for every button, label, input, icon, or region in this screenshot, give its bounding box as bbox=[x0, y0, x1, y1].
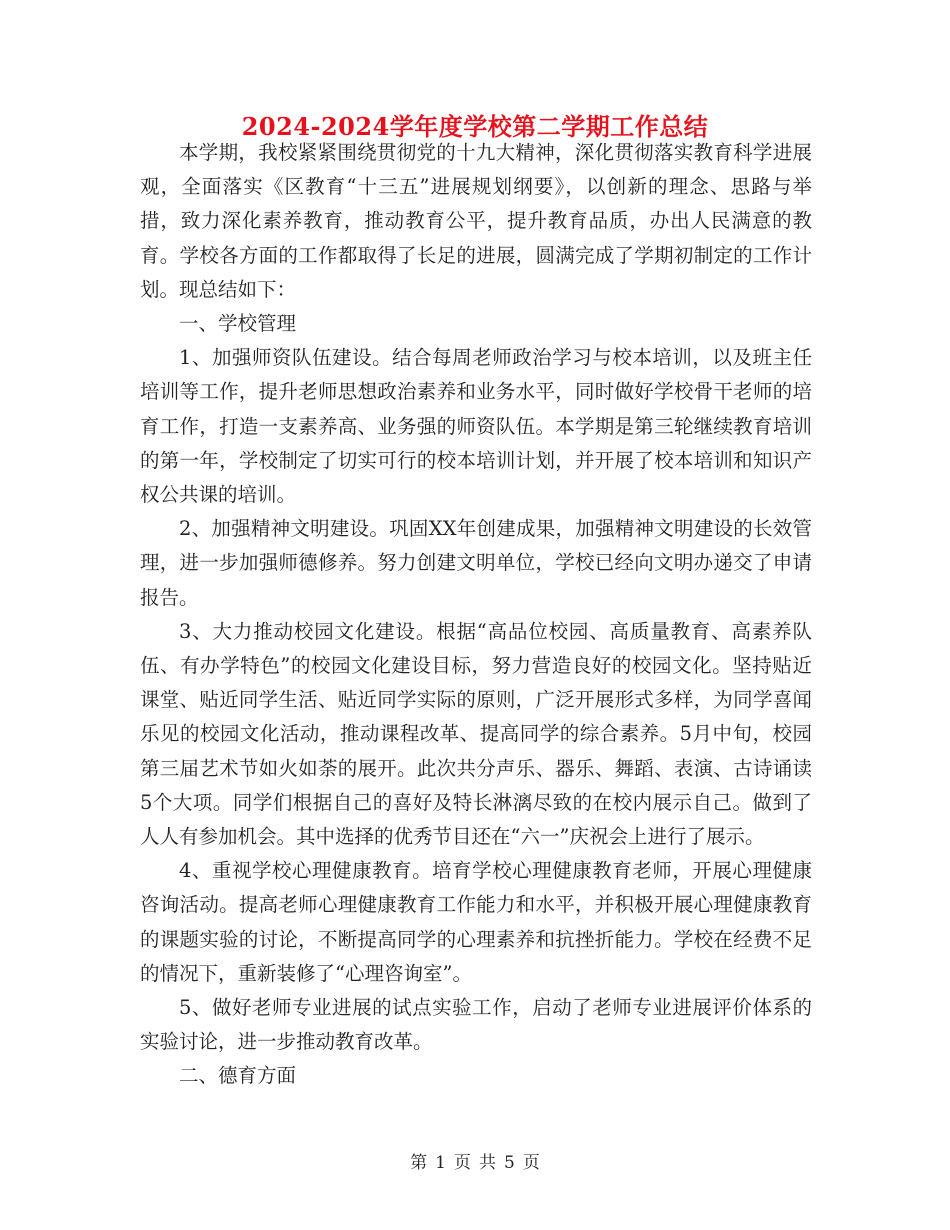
paragraph-intro: 本学期，我校紧紧围绕贯彻党的十九大精神，深化贯彻落实教育科学进展观，全面落实《区教育“十三五”进展规划纲要》，以创新的理念、思路与举措，致力深化素养教育，推动教育公平，提升教育品质，办出人民满意的教育。学校各方面的工作都取得了长足的进展，圆满完成了学期初制定的工作计划。现总结如下： bbox=[140, 141, 812, 301]
footer-total-pages: 5 bbox=[504, 1153, 515, 1173]
paragraph-teacher-development: 5、做好老师专业进展的试点实验工作，启动了老师专业进展评价体系的实验讨论，进一步推动教育改革。 bbox=[140, 996, 812, 1054]
paragraph-spiritual-civilization: 2、加强精神文明建设。巩固XX年创建成果，加强精神文明建设的长效管理，进一步加强师德修养。努力创建文明单位，学校已经向文明办递交了申请报告。 bbox=[140, 517, 812, 609]
footer-total-word: 页 bbox=[522, 1153, 540, 1173]
footer-prefix: 第 bbox=[410, 1153, 428, 1173]
page-footer bbox=[0, 1151, 950, 1175]
paragraph-campus-culture: 3、大力推动校园文化建设。根据“高品位校园、高质量教育、高素养队伍、有办学特色”的校园文化建设目标，努力营造良好的校园文化。坚持贴近课堂、贴近同学生活、贴近同学实际的原则，广泛开展形式多样，为同学喜闻乐见的校园文化活动，推动课程改革、提高同学的综合素养。5月中旬，校园第三届艺术节如火如荼的展开。此次共分声乐、器乐、舞蹈、表演、古诗诵读5个大项。同学们根据自己的喜好及特长淋漓尽致的在校内展示自己。做到了人人有参加机会。其中选择的优秀节目还在“六一”庆祝会上进行了展示。 bbox=[140, 619, 812, 849]
heading-school-management: 一、学校管理 bbox=[179, 312, 297, 336]
heading-moral-education: 二、德育方面 bbox=[179, 1064, 297, 1088]
footer-page-word: 页 bbox=[454, 1153, 471, 1173]
paragraph-mental-health: 4、重视学校心理健康教育。培育学校心理健康教育老师，开展心理健康咨询活动。提高老师心理健康教育工作能力和水平，并积极开展心理健康教育的课题实验的讨论，不断提高同学的心理素养和抗挫折能力。学校在经费不足的情况下，重新装修了“心理咨询室”。 bbox=[140, 859, 812, 985]
document-body bbox=[140, 136, 812, 1094]
paragraph-teacher-team: 1、加强师资队伍建设。结合每周老师政治学习与校本培训，以及班主任培训等工作，提升老师思想政治素养和业务水平，同时做好学校骨干老师的培育工作，打造一支素养高、业务强的师资队伍。本学期是第三轮继续教育培训的第一年，学校制定了切实可行的校本培训计划，并开展了校本培训和知识产权公共课的培训。 bbox=[140, 346, 812, 507]
footer-page-number: 1 bbox=[435, 1153, 446, 1173]
footer-of-word: 共 bbox=[479, 1153, 496, 1173]
document-title: 2024-2024学年度学校第二学期工作总结 bbox=[241, 112, 709, 141]
